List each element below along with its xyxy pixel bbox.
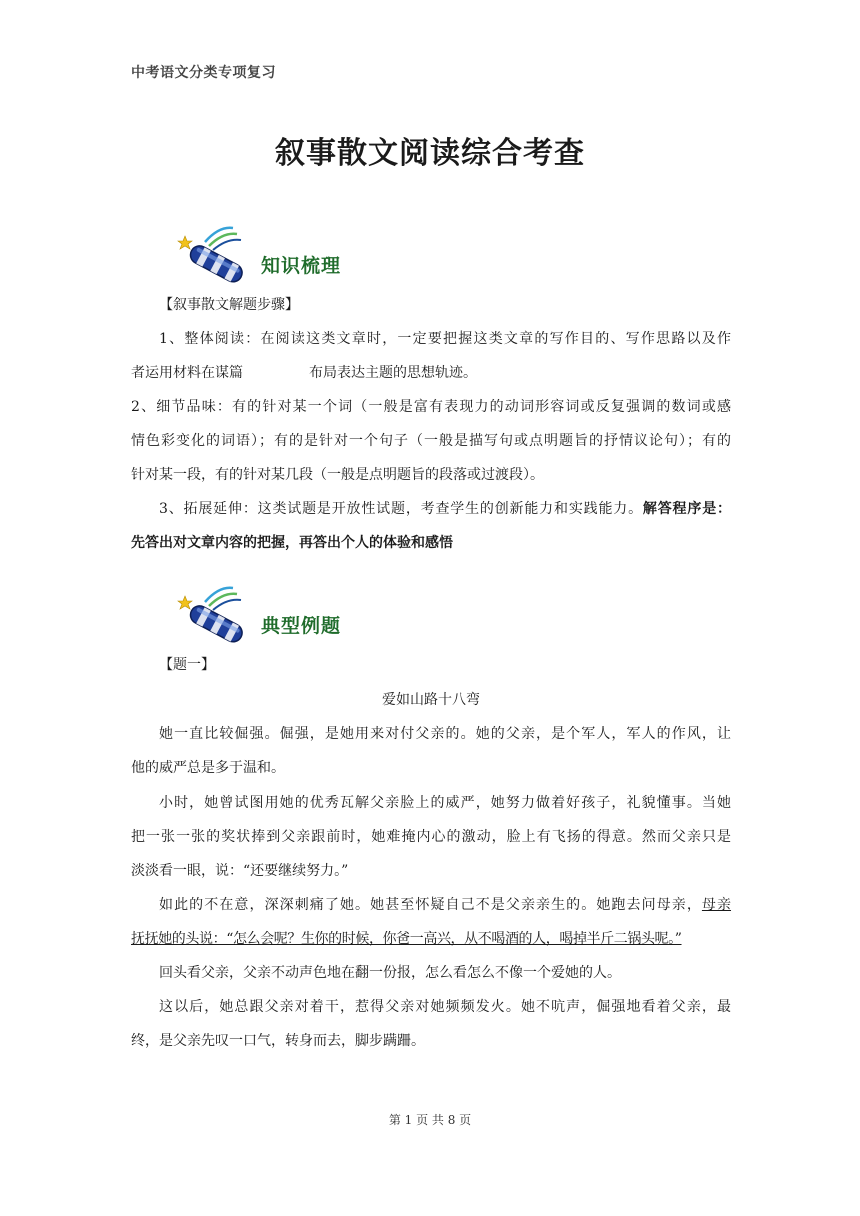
step1-line2 — [131, 356, 731, 390]
step3-line2: 先答出对文章内容的把握，再答出个人的体验和感悟 — [131, 535, 453, 551]
para3-normal-text: 如此的不在意，深深刺痛了她。她甚至怀疑自己不是父亲亲生的。她跑去问母亲， — [159, 897, 702, 913]
para3-line1 — [131, 888, 731, 922]
para5-line1: 这以后，她总跟父亲对着干，惹得父亲对她频频发火。她不吭声，倔强地看着父亲，最 — [159, 999, 731, 1015]
para2-line3: 淡淡看一眼，说：“还要继续努力。” — [131, 863, 349, 879]
step2-line1: 2、细节品味：有的针对某一个词（一般是富有表现力的动词形容词或反复强调的数词或感 — [131, 399, 731, 415]
para2-line2: 把一张一张的奖状捧到父亲跟前时，她难掩内心的激动，脸上有飞扬的得意。然而父亲只是 — [131, 829, 731, 845]
section-label: 知识梳理 — [261, 255, 342, 277]
para4: 回头看父亲，父亲不动声色地在翻一份报，怎么看怎么不像一个爱她的人。 — [159, 965, 621, 981]
para3-line2: 抚抚她的头说：“怎么会呢？生你的时候，你爸一高兴，从不喝酒的人，喝掉半斤二锅头呢。” — [131, 931, 682, 947]
section-knowledge-banner — [175, 222, 395, 284]
page-footer: 第 1 页 共 8 页 — [388, 1113, 472, 1127]
pen-sparkle-icon — [175, 582, 255, 644]
pen-sparkle-icon — [175, 222, 255, 284]
step3-normal-text: 3、拓展延伸：这类试题是开放性试题，考查学生的创新能力和实践能力。 — [159, 501, 643, 517]
step1-line2-part-b: 布局表达主题的思想轨迹。 — [309, 365, 477, 381]
para2-line1: 小时，她曾试图用她的优秀瓦解父亲脸上的威严，她努力做着好孩子，礼貌懂事。当她 — [159, 795, 731, 811]
step2-line3: 针对某一段，有的针对某几段（一般是点明题旨的段落或过渡段）。 — [131, 467, 544, 483]
question-heading — [131, 648, 731, 682]
step2-line2: 情色彩变化的词语）；有的是针对一个句子（一般是描写句或点明题旨的抒情议论句）；有的 — [131, 433, 731, 449]
para1-line2: 他的威严总是多于温和。 — [131, 760, 285, 776]
document-header: 中考语文分类专项复习 — [131, 65, 276, 81]
para5-line2: 终，是父亲先叹一口气，转身而去，脚步蹒跚。 — [131, 1033, 425, 1049]
para3-underlined-text: 母亲 — [701, 897, 732, 913]
step1-line2-part-a: 者运用材料在谋篇 — [131, 365, 243, 381]
step3-bold-text: 解答程序是： — [642, 501, 732, 517]
section-examples-banner — [175, 582, 395, 644]
document-title: 叙事散文阅读综合考查 — [275, 136, 585, 171]
article-title: 爱如山路十八弯 — [382, 692, 480, 708]
question-heading-text: 【题一】 — [159, 657, 215, 673]
steps-heading-text: 【叙事散文解题步骤】 — [159, 297, 299, 313]
step1-line1: 1、整体阅读：在阅读这类文章时，一定要把握这类文章的写作目的、写作思路以及作 — [159, 331, 731, 347]
steps-heading — [131, 288, 731, 322]
step3-line1 — [131, 492, 731, 526]
section-label: 典型例题 — [261, 615, 342, 637]
para1-line1: 她一直比较倔强。倔强，是她用来对付父亲的。她的父亲，是个军人，军人的作风，让 — [159, 726, 731, 742]
